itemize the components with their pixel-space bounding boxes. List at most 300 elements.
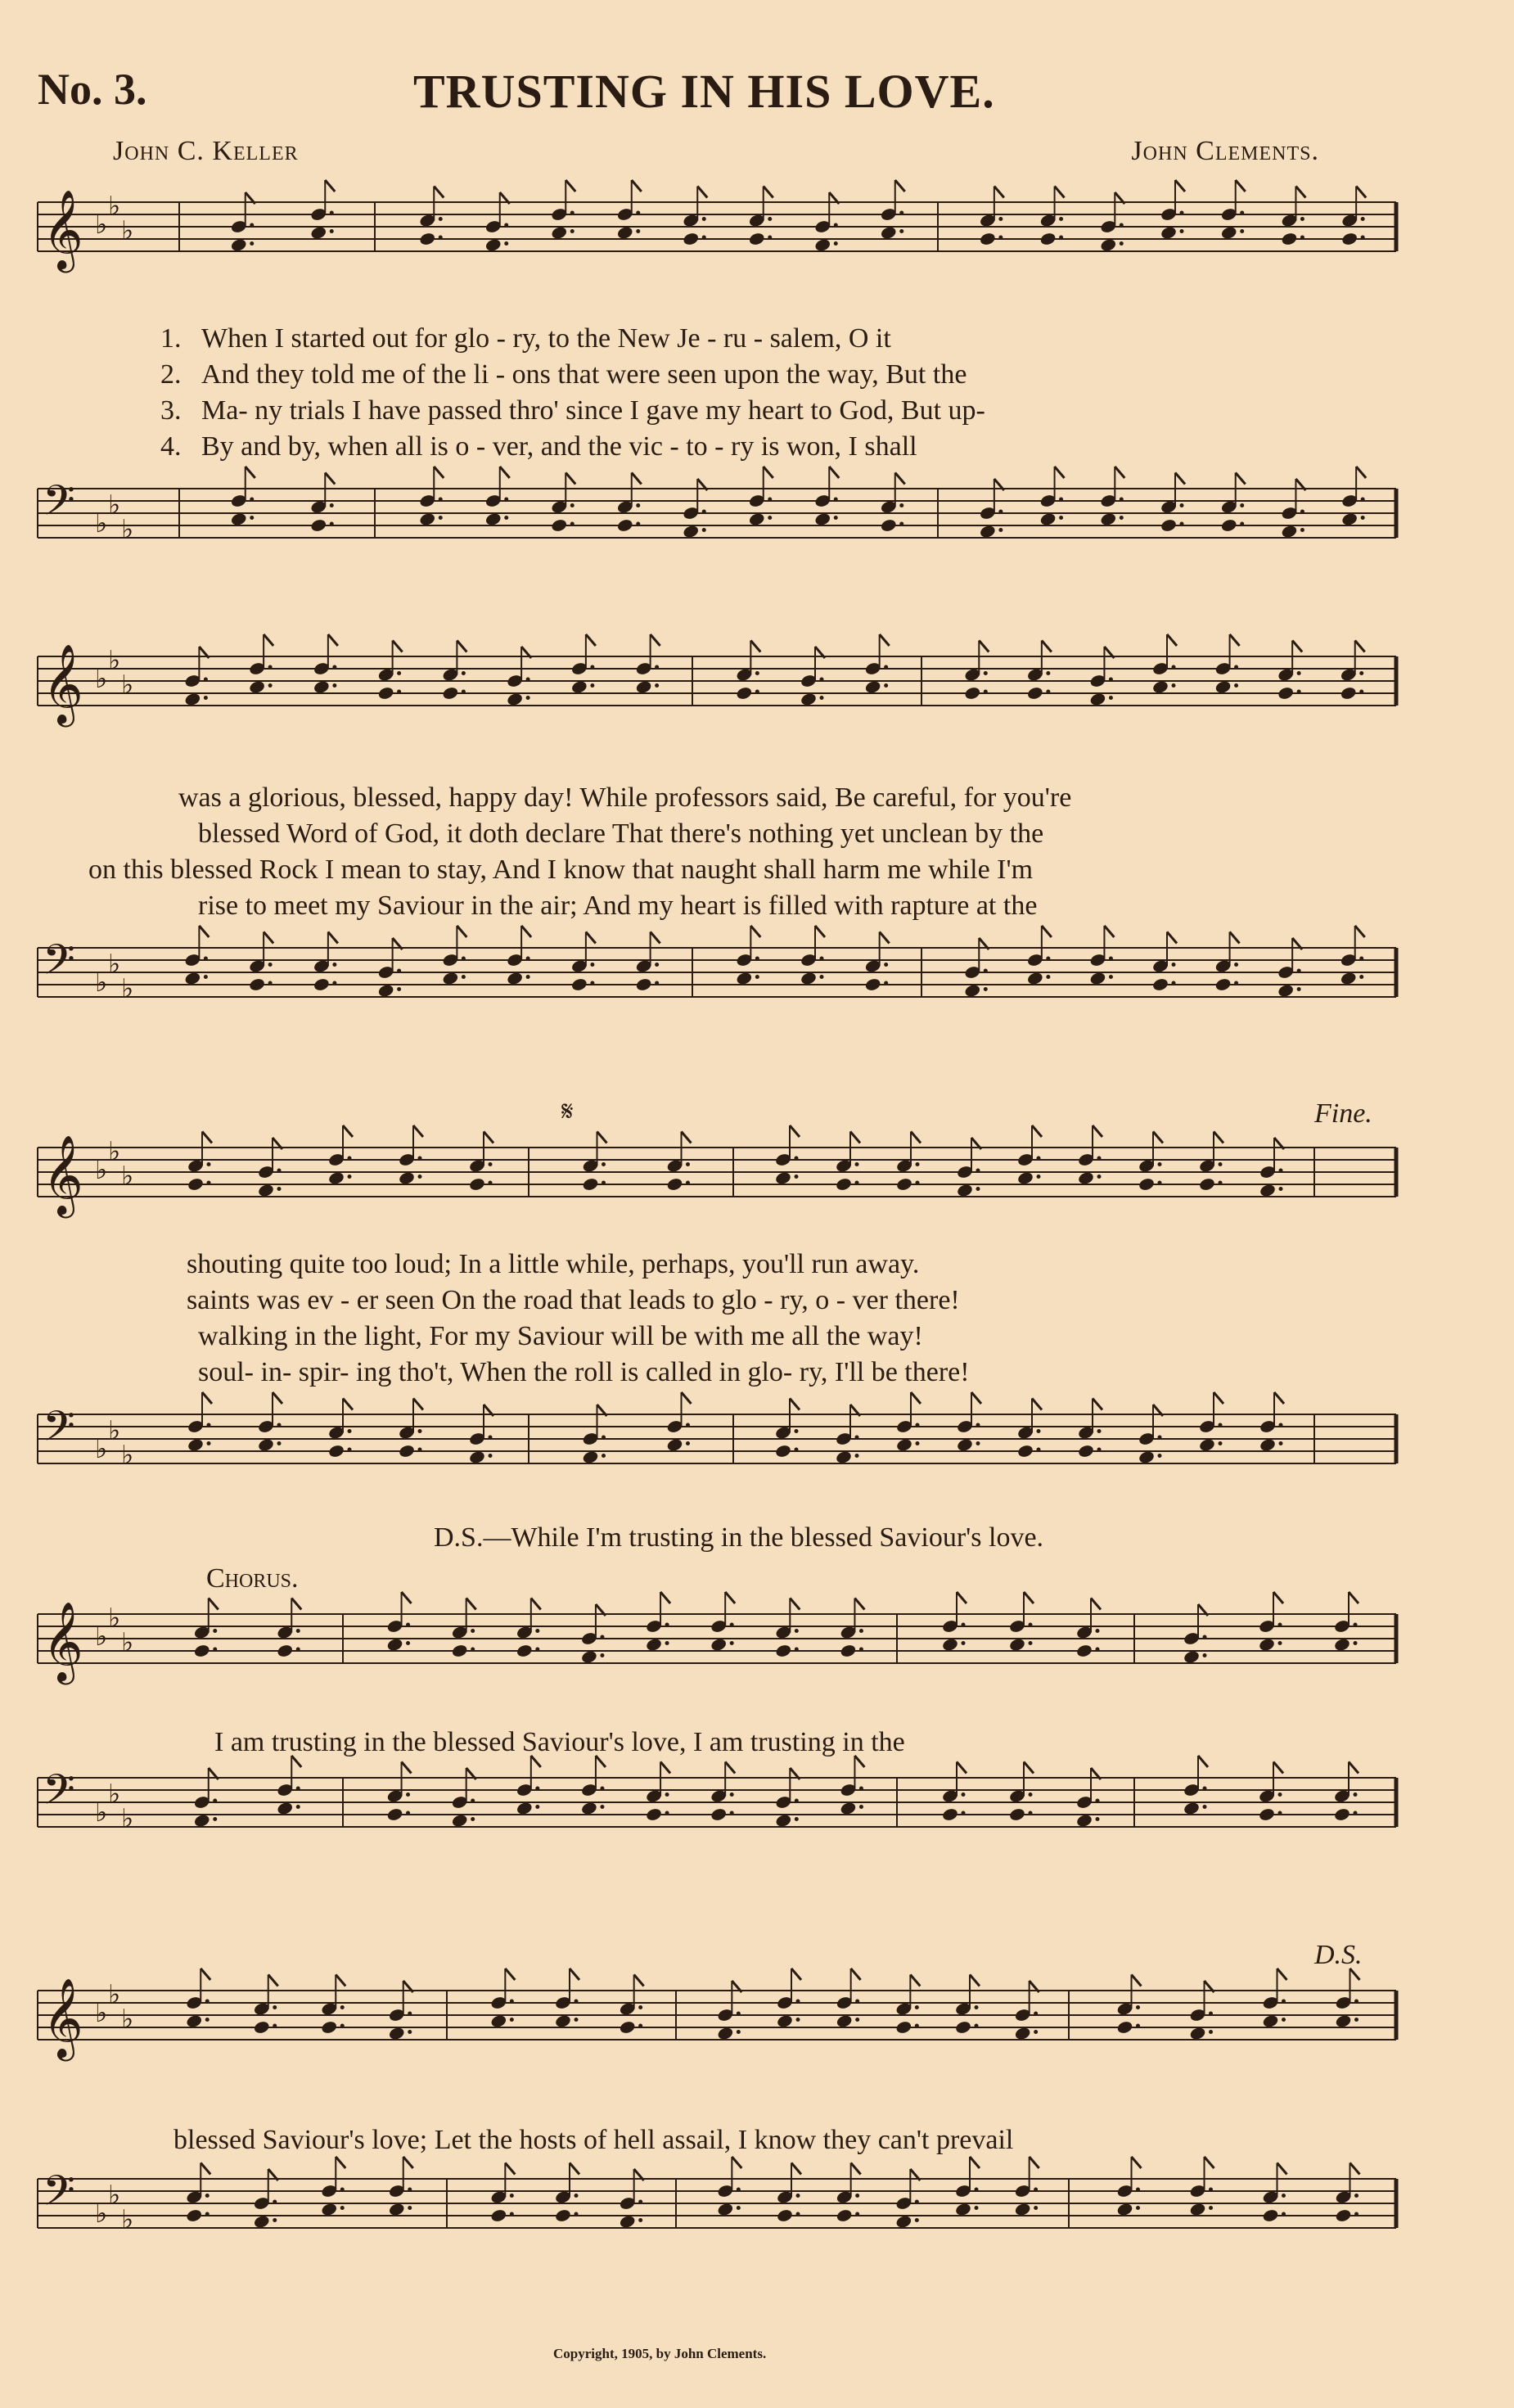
dot-icon xyxy=(1279,1441,1283,1445)
dot-icon xyxy=(1046,671,1050,675)
dot-icon xyxy=(855,2000,859,2004)
bass-staff-2 xyxy=(38,930,1396,1077)
dot-icon xyxy=(250,241,254,246)
dot-icon xyxy=(535,1629,539,1633)
verse-line-1: was a glorious, blessed, happy day! While professors said, Be careful, for you're xyxy=(178,782,1072,813)
note-flag-icon xyxy=(202,1132,212,1143)
note-head-icon xyxy=(554,2013,571,2028)
dot-icon xyxy=(1359,671,1363,675)
dot-icon xyxy=(855,1181,859,1185)
dot-icon xyxy=(602,1436,606,1440)
note-flag-icon xyxy=(1356,467,1366,478)
dot-icon xyxy=(575,2018,579,2022)
note-head-icon xyxy=(1089,692,1106,706)
treble-staff-4 xyxy=(38,1596,1396,1719)
dot-icon xyxy=(510,2000,514,2004)
dot-icon xyxy=(213,1648,217,1652)
verse-line-4: soul- in- spir- ing tho't, When the roll is called in glo- ry, I'll be there! xyxy=(198,1357,970,1387)
dot-icon xyxy=(737,2188,741,2192)
note-head-icon xyxy=(1340,686,1357,701)
dot-icon xyxy=(1097,1175,1102,1179)
note-head-icon xyxy=(187,1437,204,1452)
dot-icon xyxy=(1037,1157,1041,1161)
treble-clef-icon: 𝄞 xyxy=(43,1134,83,1215)
dot-icon xyxy=(1297,671,1301,675)
dot-icon xyxy=(796,2018,800,2022)
dot-icon xyxy=(1046,975,1050,979)
note-head-icon xyxy=(710,1807,728,1822)
dot-icon xyxy=(1282,2212,1286,2216)
dot-icon xyxy=(1136,2188,1140,2192)
note-flag-icon xyxy=(1091,1599,1101,1610)
note-head-icon xyxy=(1220,225,1237,240)
bass-clef-icon: 𝄢 xyxy=(43,476,75,535)
dot-icon xyxy=(730,1792,734,1797)
note-head-icon xyxy=(954,2020,971,2035)
note-head-icon xyxy=(1100,237,1117,252)
dot-icon xyxy=(916,1441,920,1445)
dot-icon xyxy=(510,2018,514,2022)
dot-icon xyxy=(504,223,508,228)
note-flag-icon xyxy=(750,641,760,652)
dot-icon xyxy=(1059,217,1063,221)
dot-icon xyxy=(205,2018,210,2022)
note-head-icon xyxy=(1189,2202,1206,2216)
dot-icon xyxy=(1278,1641,1282,1645)
dot-icon xyxy=(418,1157,422,1161)
note-head-icon xyxy=(327,1170,345,1185)
note-flag-icon xyxy=(328,634,338,646)
dot-icon xyxy=(268,683,273,688)
dot-icon xyxy=(1034,2206,1038,2210)
dot-icon xyxy=(915,2200,919,2204)
note-head-icon xyxy=(840,1801,857,1815)
dot-icon xyxy=(504,241,508,246)
dot-icon xyxy=(1109,975,1113,979)
dot-icon xyxy=(899,522,903,526)
dot-icon xyxy=(590,665,594,670)
dot-icon xyxy=(1120,516,1124,520)
dot-icon xyxy=(834,241,838,246)
note-flag-icon xyxy=(201,1968,210,1980)
note-head-icon xyxy=(1160,225,1177,240)
note-head-icon xyxy=(580,1801,597,1815)
ds-lyric-line: D.S.—While I'm trusting in the blessed Saviour's love. xyxy=(434,1522,1044,1553)
dot-icon xyxy=(535,1787,539,1791)
note-flag-icon xyxy=(682,1132,692,1143)
note-flag-icon xyxy=(336,1975,345,1986)
dot-icon xyxy=(1278,1811,1282,1815)
note-head-icon xyxy=(516,1801,533,1815)
dot-icon xyxy=(655,665,659,670)
dot-icon xyxy=(207,1162,211,1166)
flat-icon: ♭ xyxy=(121,1160,134,1192)
dot-icon xyxy=(526,957,530,961)
note-head-icon xyxy=(1277,983,1294,998)
note-flag-icon xyxy=(1032,1399,1042,1410)
dot-icon xyxy=(655,963,659,967)
note-flag-icon xyxy=(994,187,1004,198)
dot-icon xyxy=(406,1623,410,1627)
note-flag-icon xyxy=(1214,1132,1223,1143)
note-head-icon xyxy=(774,1444,791,1459)
note-flag-icon xyxy=(328,932,338,944)
dot-icon xyxy=(855,2212,859,2216)
dot-icon xyxy=(755,671,759,675)
dot-icon xyxy=(1029,1792,1033,1797)
dot-icon xyxy=(1034,2012,1038,2016)
note-head-icon xyxy=(257,1183,274,1197)
note-head-icon xyxy=(582,1177,599,1192)
dot-icon xyxy=(268,981,273,985)
verse-line-1: 1. When I started out for glo - ry, to the New Je - ru - salem, O it xyxy=(160,323,891,354)
dot-icon xyxy=(984,690,988,694)
note-head-icon xyxy=(230,237,247,252)
dot-icon xyxy=(600,1653,604,1657)
bass-staff-5 xyxy=(38,2161,1396,2325)
note-flag-icon xyxy=(1104,926,1114,937)
note-head-icon xyxy=(253,2020,270,2035)
note-head-icon xyxy=(836,2013,853,2028)
dot-icon xyxy=(859,1805,863,1809)
dot-icon xyxy=(975,2188,979,2192)
note-flag-icon xyxy=(505,2163,515,2175)
dot-icon xyxy=(1219,1162,1223,1166)
dot-icon xyxy=(277,1169,282,1173)
dot-icon xyxy=(1034,2188,1038,2192)
note-head-icon xyxy=(1016,1444,1034,1459)
dot-icon xyxy=(976,1169,980,1173)
note-head-icon xyxy=(1262,2013,1279,2028)
note-flag-icon xyxy=(402,1762,412,1774)
note-head-icon xyxy=(377,983,394,998)
note-flag-icon xyxy=(850,1132,860,1143)
note-head-icon xyxy=(979,524,996,539)
dot-icon xyxy=(510,2194,514,2198)
note-flag-icon xyxy=(632,473,642,485)
note-flag-icon xyxy=(725,1762,735,1774)
note-head-icon xyxy=(800,971,817,985)
note-head-icon xyxy=(775,1813,792,1828)
fine-mark: Fine. xyxy=(1314,1098,1372,1129)
flat-icon: ♭ xyxy=(121,1802,134,1834)
note-flag-icon xyxy=(325,180,335,192)
note-flag-icon xyxy=(291,1599,301,1610)
dot-icon xyxy=(899,211,903,215)
dot-icon xyxy=(1096,1799,1100,1803)
verse-line-4: 4. By and by, when all is o - ver, and the vic - to - ry is won, I shall xyxy=(160,431,917,462)
flat-icon: ♭ xyxy=(95,209,108,240)
dot-icon xyxy=(602,1181,606,1185)
dot-icon xyxy=(204,957,208,961)
dot-icon xyxy=(1300,510,1304,514)
dot-icon xyxy=(408,2030,412,2034)
note-head-icon xyxy=(551,518,568,533)
dot-icon xyxy=(915,2024,919,2028)
dot-icon xyxy=(213,1629,217,1633)
note-flag-icon xyxy=(1024,1762,1034,1774)
dot-icon xyxy=(1029,1641,1033,1645)
note-head-icon xyxy=(964,686,981,701)
note-head-icon xyxy=(468,1450,485,1464)
note-head-icon xyxy=(1116,2020,1133,2035)
note-head-icon xyxy=(1014,2202,1031,2216)
dot-icon xyxy=(1136,2005,1140,2009)
note-flag-icon xyxy=(505,1968,515,1980)
dot-icon xyxy=(489,1181,493,1185)
note-flag-icon xyxy=(1349,1762,1359,1774)
note-head-icon xyxy=(1214,679,1232,694)
note-flag-icon xyxy=(273,1392,282,1404)
dot-icon xyxy=(1219,1423,1223,1427)
note-flag-icon xyxy=(1132,2157,1142,2168)
note-flag-icon xyxy=(791,2163,801,2175)
dot-icon xyxy=(1097,1448,1102,1452)
dot-icon xyxy=(795,1448,799,1452)
note-head-icon xyxy=(193,1644,210,1658)
dot-icon xyxy=(348,1175,352,1179)
note-head-icon xyxy=(419,512,436,526)
dot-icon xyxy=(1209,2030,1213,2034)
dot-icon xyxy=(204,678,208,682)
treble-clef-icon: 𝄞 xyxy=(43,1601,83,1681)
dot-icon xyxy=(1029,1623,1033,1627)
dot-icon xyxy=(820,957,824,961)
treble-clef-icon: 𝄞 xyxy=(43,643,83,724)
dot-icon xyxy=(277,1441,282,1445)
dot-icon xyxy=(575,2000,579,2004)
note-flag-icon xyxy=(829,467,839,478)
note-flag-icon xyxy=(911,1132,921,1143)
note-head-icon xyxy=(895,1177,912,1192)
note-head-icon xyxy=(645,1637,662,1652)
note-head-icon xyxy=(736,686,753,701)
note-flag-icon xyxy=(1214,1392,1223,1404)
note-head-icon xyxy=(683,232,700,246)
flat-icon: ♭ xyxy=(108,1602,121,1634)
flat-icon: ♭ xyxy=(95,1621,108,1652)
note-head-icon xyxy=(1077,1444,1094,1459)
dot-icon xyxy=(510,2212,514,2216)
note-flag-icon xyxy=(500,467,510,478)
dot-icon xyxy=(1354,1792,1358,1797)
dot-icon xyxy=(277,1423,282,1427)
note-head-icon xyxy=(1160,518,1177,533)
dot-icon xyxy=(332,683,336,688)
note-head-icon xyxy=(506,971,523,985)
note-head-icon xyxy=(635,679,652,694)
dot-icon xyxy=(489,1454,493,1458)
dot-icon xyxy=(1203,1787,1207,1791)
flat-icon: ♭ xyxy=(121,513,134,545)
note-head-icon xyxy=(748,512,765,526)
note-flag-icon xyxy=(1236,180,1246,192)
note-head-icon xyxy=(1341,232,1358,246)
dot-icon xyxy=(1203,1653,1207,1657)
dot-icon xyxy=(418,1175,422,1179)
dot-icon xyxy=(397,987,401,991)
note-head-icon xyxy=(419,232,436,246)
note-head-icon xyxy=(230,512,247,526)
note-head-icon xyxy=(1039,232,1057,246)
dot-icon xyxy=(1354,2000,1359,2004)
note-head-icon xyxy=(1258,1807,1275,1822)
note-head-icon xyxy=(1198,1437,1215,1452)
dot-icon xyxy=(204,696,208,700)
dot-icon xyxy=(1158,1454,1162,1458)
note-flag-icon xyxy=(586,932,596,944)
note-flag-icon xyxy=(1230,932,1240,944)
dot-icon xyxy=(340,2188,345,2192)
dot-icon xyxy=(795,1648,799,1652)
note-head-icon xyxy=(253,2214,270,2229)
dot-icon xyxy=(998,510,1003,514)
note-head-icon xyxy=(388,2202,405,2216)
note-head-icon xyxy=(1220,518,1237,533)
note-flag-icon xyxy=(1153,1132,1163,1143)
dot-icon xyxy=(1278,1623,1282,1627)
note-flag-icon xyxy=(325,473,335,485)
dot-icon xyxy=(737,2030,741,2034)
flat-icon: ♭ xyxy=(108,1135,121,1167)
note-flag-icon xyxy=(343,1399,353,1410)
note-head-icon xyxy=(484,512,502,526)
dot-icon xyxy=(504,516,508,520)
dot-icon xyxy=(636,211,640,215)
dot-icon xyxy=(406,1792,410,1797)
note-head-icon xyxy=(645,1807,662,1822)
dot-icon xyxy=(1361,236,1365,240)
note-flag-icon xyxy=(1355,926,1365,937)
dot-icon xyxy=(768,236,772,240)
dot-icon xyxy=(638,2218,642,2222)
dot-icon xyxy=(250,223,254,228)
note-head-icon xyxy=(775,1644,792,1658)
note-head-icon xyxy=(717,2202,734,2216)
dot-icon xyxy=(1209,2188,1213,2192)
dot-icon xyxy=(277,1187,282,1191)
note-flag-icon xyxy=(586,634,596,646)
dot-icon xyxy=(273,2218,277,2222)
dot-icon xyxy=(570,522,575,526)
note-head-icon xyxy=(248,977,265,992)
dot-icon xyxy=(408,2188,412,2192)
note-head-icon xyxy=(835,1177,852,1192)
verse-line-1: shouting quite too loud; In a little while, perhaps, you'll run away. xyxy=(187,1249,920,1279)
flat-icon: ♭ xyxy=(95,663,108,694)
flat-icon: ♭ xyxy=(95,1154,108,1185)
dot-icon xyxy=(1234,665,1238,670)
note-head-icon xyxy=(1277,686,1294,701)
note-head-icon xyxy=(880,225,897,240)
note-head-icon xyxy=(184,971,201,985)
dot-icon xyxy=(268,665,273,670)
note-flag-icon xyxy=(336,2157,345,2168)
note-flag-icon xyxy=(1175,473,1185,485)
note-head-icon xyxy=(776,2208,793,2223)
dot-icon xyxy=(859,1648,863,1652)
note-flag-icon xyxy=(209,1599,219,1610)
flat-icon: ♭ xyxy=(121,972,134,1004)
note-flag-icon xyxy=(434,187,444,198)
note-flag-icon xyxy=(570,2163,579,2175)
dot-icon xyxy=(1300,217,1304,221)
dot-icon xyxy=(1279,1169,1283,1173)
dot-icon xyxy=(855,2194,859,2198)
dot-icon xyxy=(1172,963,1176,967)
note-flag-icon xyxy=(343,1125,353,1137)
note-flag-icon xyxy=(531,1599,541,1610)
note-head-icon xyxy=(277,1644,294,1658)
note-head-icon xyxy=(864,679,881,694)
note-head-icon xyxy=(717,2026,734,2040)
dot-icon xyxy=(638,2005,642,2009)
note-head-icon xyxy=(313,977,330,992)
note-head-icon xyxy=(442,971,459,985)
dot-icon xyxy=(330,503,334,507)
dot-icon xyxy=(820,975,824,979)
dot-icon xyxy=(998,528,1003,532)
dot-icon xyxy=(1097,1429,1102,1433)
dot-icon xyxy=(702,510,706,514)
dot-icon xyxy=(526,696,530,700)
dot-icon xyxy=(348,1429,352,1433)
dot-icon xyxy=(984,671,988,675)
note-flag-icon xyxy=(764,187,773,198)
dot-icon xyxy=(665,1623,669,1627)
dot-icon xyxy=(737,2012,741,2016)
dot-icon xyxy=(796,2194,800,2198)
dot-icon xyxy=(834,498,838,502)
note-flag-icon xyxy=(697,187,707,198)
note-head-icon xyxy=(1077,1170,1094,1185)
dot-icon xyxy=(884,981,888,985)
dot-icon xyxy=(1037,1448,1041,1452)
dot-icon xyxy=(250,498,254,502)
dot-icon xyxy=(1046,690,1050,694)
dot-icon xyxy=(471,1817,475,1821)
dot-icon xyxy=(916,1423,920,1427)
note-head-icon xyxy=(570,679,588,694)
dot-icon xyxy=(489,1436,493,1440)
dot-icon xyxy=(273,2024,277,2028)
dot-icon xyxy=(471,1629,475,1633)
note-head-icon xyxy=(313,679,330,694)
dot-icon xyxy=(984,987,988,991)
dot-icon xyxy=(330,211,334,215)
dot-icon xyxy=(504,498,508,502)
dot-icon xyxy=(1046,957,1050,961)
note-flag-icon xyxy=(651,932,660,944)
dot-icon xyxy=(655,981,659,985)
note-head-icon xyxy=(386,1807,403,1822)
dot-icon xyxy=(636,522,640,526)
dot-icon xyxy=(1300,236,1304,240)
verse-line-3: on this blessed Rock I mean to stay, And I know that naught shall harm me while I'm xyxy=(88,855,1034,885)
dot-icon xyxy=(962,1641,966,1645)
note-head-icon xyxy=(377,686,394,701)
note-flag-icon xyxy=(851,2163,861,2175)
note-head-icon xyxy=(616,518,633,533)
flat-icon: ♭ xyxy=(121,1626,134,1658)
bass-clef-icon: 𝄢 xyxy=(43,1401,75,1461)
note-flag-icon xyxy=(632,180,642,192)
dot-icon xyxy=(268,963,273,967)
dot-icon xyxy=(1037,1429,1041,1433)
dot-icon xyxy=(855,1162,859,1166)
note-flag-icon xyxy=(1295,187,1305,198)
note-head-icon xyxy=(619,2214,636,2229)
